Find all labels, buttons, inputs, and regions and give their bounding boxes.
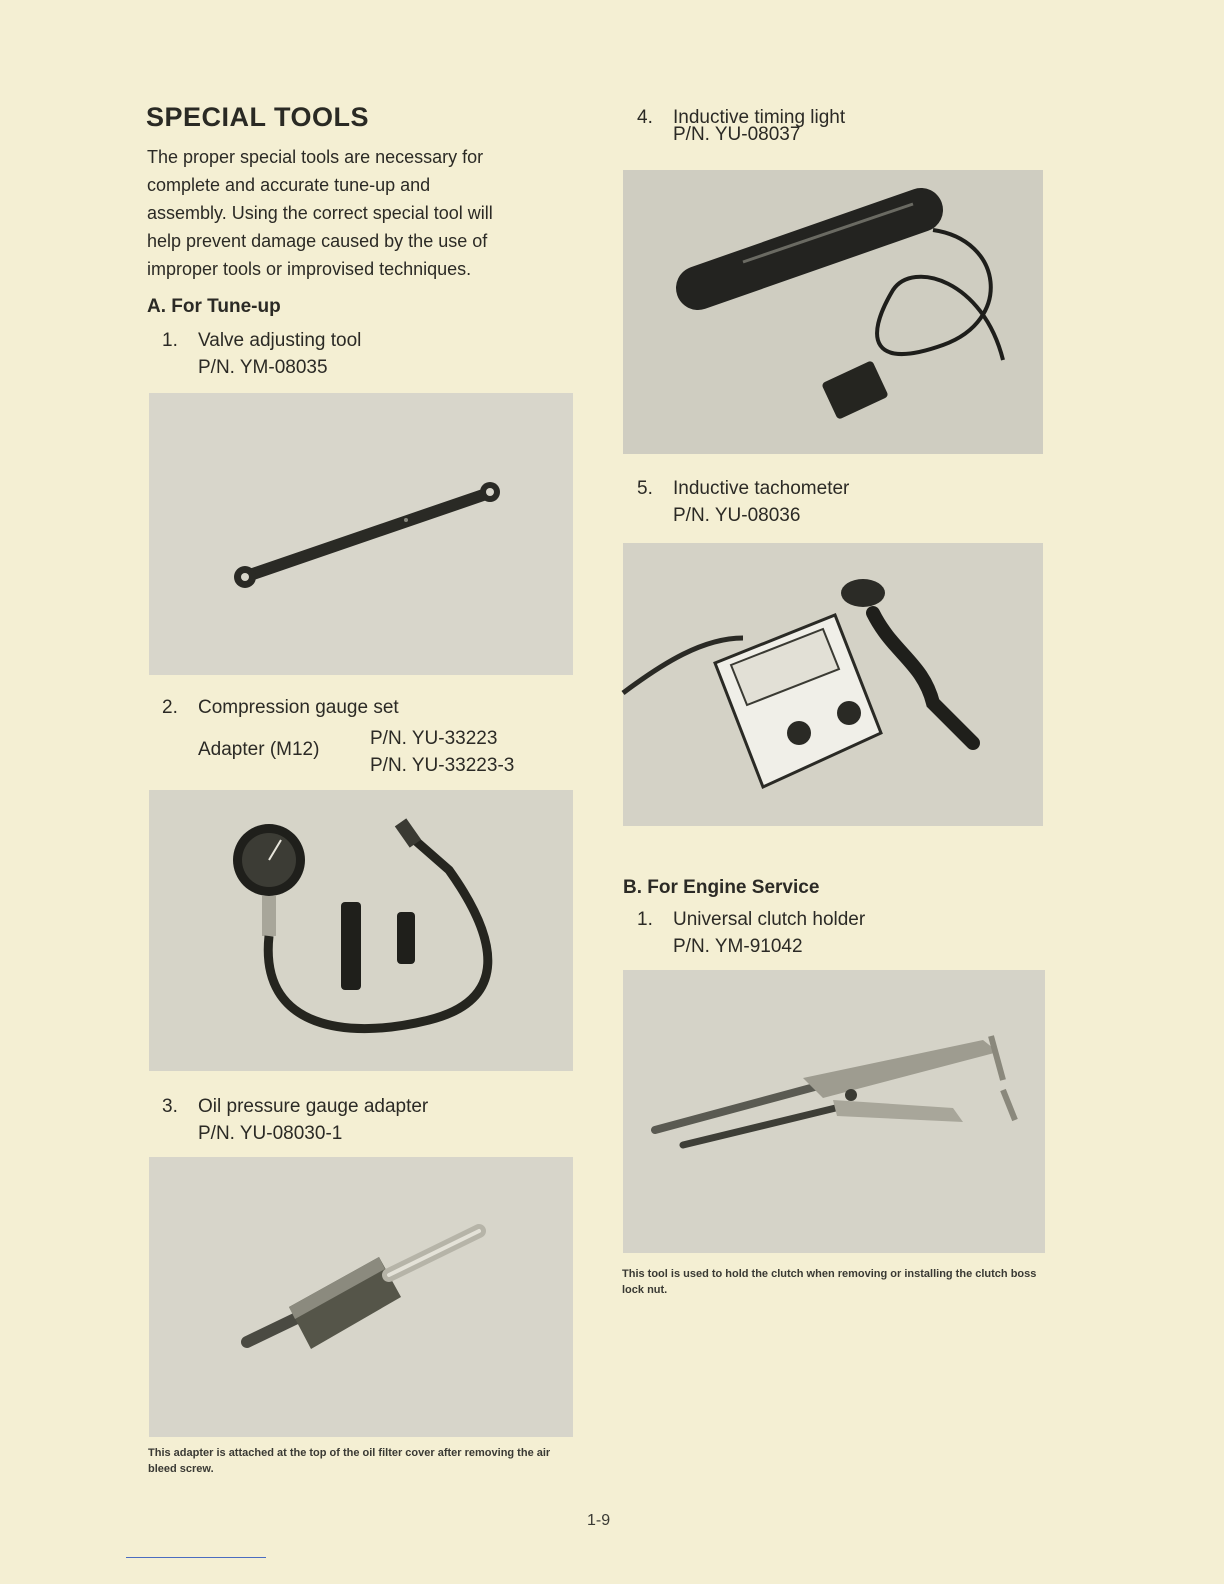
tool-b1-name: Universal clutch holder	[673, 909, 866, 930]
tool-2-heading	[162, 694, 399, 721]
intro-line: assembly. Using the correct special tool will	[147, 203, 493, 223]
tool-2-part-number: P/N. YU-33223	[370, 728, 498, 749]
tool-4-name: Inductive timing light	[673, 107, 846, 128]
section-b-heading: B. For Engine Service	[623, 877, 820, 898]
tool-2-name: Compression gauge set	[198, 697, 399, 718]
intro-line: help prevent damage caused by the use of	[147, 231, 488, 251]
tool-3-name: Oil pressure gauge adapter	[198, 1096, 429, 1117]
inductive-tachometer-photo	[623, 543, 1043, 826]
tool-b1-part-number: P/N. YM-91042	[673, 936, 803, 957]
tool-3-part-number: P/N. YU-08030-1	[198, 1123, 343, 1144]
inductive-timing-light-photo	[623, 170, 1043, 454]
tool-1-name: Valve adjusting tool	[198, 330, 362, 351]
tool-2-adapter-part-number: P/N. YU-33223-3	[370, 755, 515, 776]
tool-2-number: 2.	[162, 697, 178, 718]
tool-1-number: 1.	[162, 330, 178, 351]
intro-line: improper tools or improvised techniques.	[147, 259, 472, 279]
intro-line: complete and accurate tune-up and	[147, 175, 431, 195]
tool-3-number: 3.	[162, 1096, 178, 1117]
tool-3-heading	[162, 1093, 428, 1120]
tool-4-number: 4.	[637, 107, 653, 128]
tool-1-heading	[162, 327, 361, 354]
footer-rule	[126, 1557, 266, 1558]
tool-3-caption: This adapter is attached at the top of the oil filter cover after removing the air bleed screw.	[148, 1447, 551, 1475]
tool-4-part-number: P/N. YU-08037	[673, 124, 801, 145]
tool-2-adapter-label: Adapter (M12)	[198, 739, 320, 760]
tool-5-name: Inductive tachometer	[673, 478, 850, 499]
tool-1-part-number: P/N. YM-08035	[198, 357, 328, 378]
section-a-heading: A. For Tune-up	[147, 296, 281, 317]
tool-5-number: 5.	[637, 478, 653, 499]
page-number: 1-9	[587, 1512, 611, 1529]
compression-gauge-set-photo	[149, 790, 573, 1071]
universal-clutch-holder-photo	[623, 970, 1045, 1253]
tool-5-part-number: P/N. YU-08036	[673, 505, 801, 526]
page-title: SPECIAL TOOLS	[146, 102, 370, 132]
intro-paragraph	[147, 143, 571, 283]
valve-adjusting-tool-photo	[149, 393, 573, 675]
oil-pressure-gauge-adapter-photo	[149, 1157, 573, 1437]
intro-line: The proper special tools are necessary for	[147, 147, 484, 167]
tool-4-part-number-cut	[673, 124, 801, 145]
tool-b1-caption: This tool is used to hold the clutch when removing or installing the clutch boss lock nut.	[622, 1268, 1037, 1296]
tool-b1-heading	[637, 906, 865, 933]
tool-b1-number: 1.	[637, 909, 653, 930]
tool-5-heading	[637, 475, 849, 502]
